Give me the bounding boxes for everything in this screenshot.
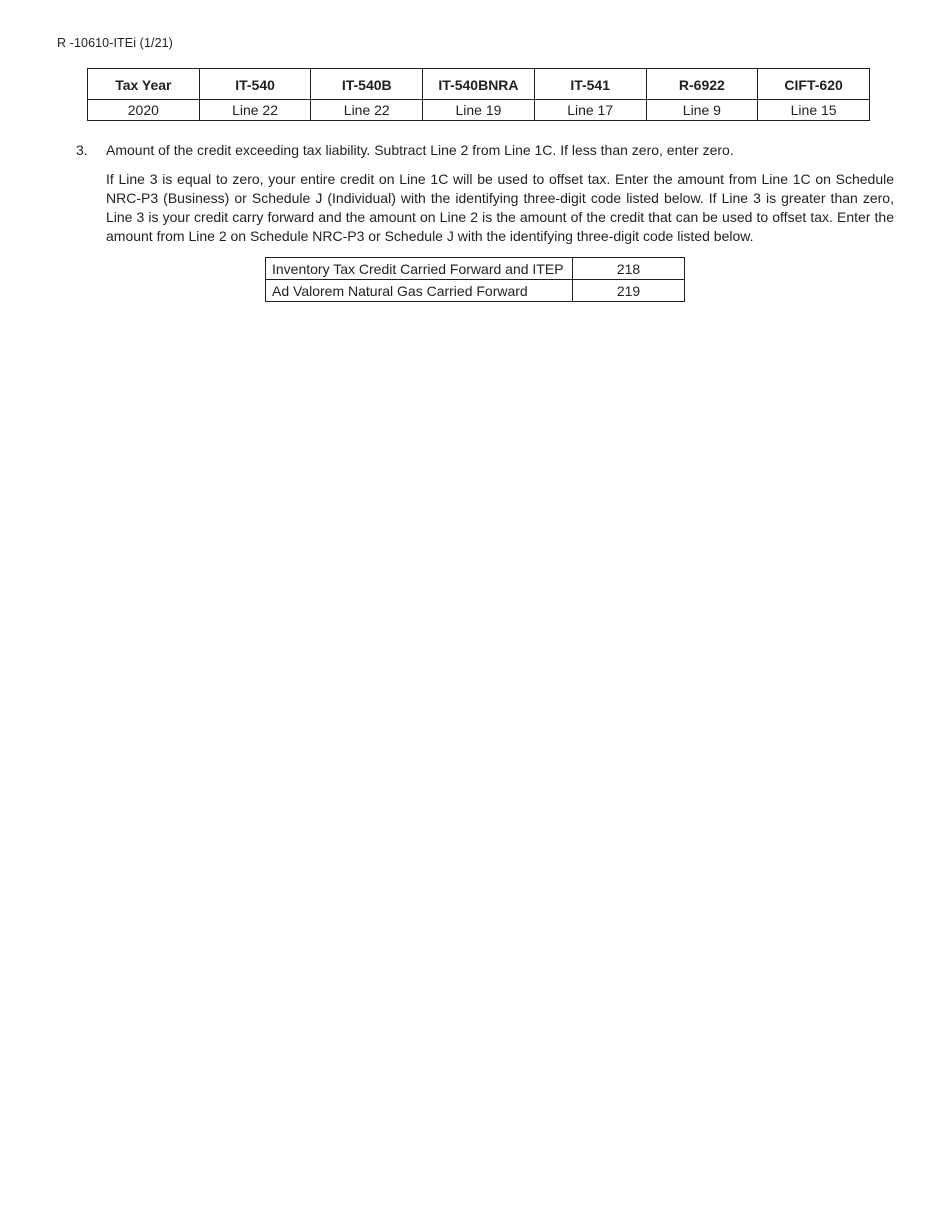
credit-description: Ad Valorem Natural Gas Carried Forward [266,280,573,302]
column-header-it-540bnra: IT-540BNRA [423,69,535,100]
credit-description: Inventory Tax Credit Carried Forward and ITEP [266,258,573,280]
cell-cift-620: Line 15 [758,100,870,121]
line-number: 3. [76,142,88,158]
cell-it-540: Line 22 [199,100,311,121]
cell-it-540bnra: Line 19 [423,100,535,121]
cell-it-541: Line 17 [534,100,646,121]
tax-year-line-table [87,68,870,121]
column-header-it-541: IT-541 [534,69,646,100]
column-header-it-540: IT-540 [199,69,311,100]
column-header-cift-620: CIFT-620 [758,69,870,100]
form-id: R -10610-ITEi (1/21) [57,36,173,50]
table-row [266,258,685,280]
column-header-tax-year: Tax Year [88,69,200,100]
table-row [88,100,870,121]
credit-code: 218 [573,258,685,280]
column-header-it-540b: IT-540B [311,69,423,100]
line-description: Amount of the credit exceeding tax liability. Subtract Line 2 from Line 1C. If less than zero, enter zero. [106,142,734,158]
credit-code: 219 [573,280,685,302]
cell-tax-year: 2020 [88,100,200,121]
cell-r-6922: Line 9 [646,100,758,121]
instruction-paragraph: If Line 3 is equal to zero, your entire credit on Line 1C will be used to offset tax. Enter the amount from Line 1C on Schedule NRC-P3 (Business) or Schedule J (Individual) with the identifying three-digit code listed below. If Line 3 is greater than zero, Line 3 is your credit carry forward and the amount on Line 2 is the amount of the credit that can be used to offset tax. Enter the amount from Line 2 on Schedule NRC-P3 or Schedule J with the identifying three-digit code listed below. [106,171,894,244]
credit-code-table [265,257,685,302]
table-header-row [88,69,870,100]
column-header-r-6922: R-6922 [646,69,758,100]
table-row [266,280,685,302]
cell-it-540b: Line 22 [311,100,423,121]
